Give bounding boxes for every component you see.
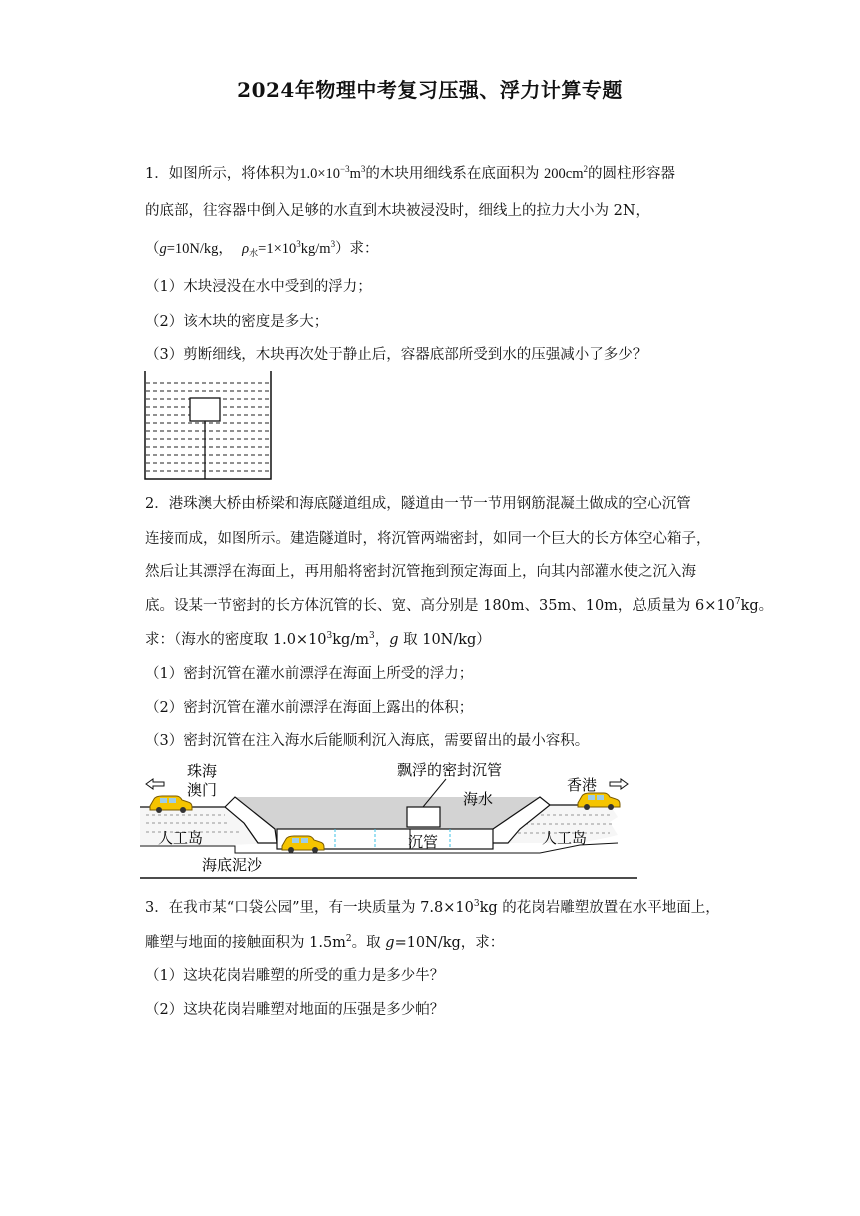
q2-line-2: 连接而成，如图所示。建造隧道时，将沉管两端密封，如同一个巨大的长方体空心箱子， — [145, 531, 711, 547]
q1-line-3: （g=10N/kg， $\rho_水=1\times 10^3kg/m^3$）求： — [145, 239, 379, 258]
q1-sub-1: （1）木块浸没在水中受到的浮力； — [145, 279, 372, 295]
car-right-icon — [578, 793, 620, 810]
q3-line-1: 3．在我市某“口袋公园”里，有一块质量为 $7.8\times 10^3kg$ 的花岗岩雕塑放置在水平地面上， — [145, 899, 720, 916]
label-floating-tube: 飘浮的密封沉管 — [397, 761, 503, 779]
q1-area: $200cm^2$ — [544, 164, 588, 182]
wood-block — [190, 398, 220, 421]
tunnel-figure — [140, 757, 640, 882]
q1-line-1: 1．如图所示，将体积为$1.0\times 10^{-3}m^3$的木块用细线系在底面积为 $200cm^2$的圆柱形容器 — [145, 164, 675, 182]
q1-text: 1．如图所示，将体积为 — [145, 166, 300, 182]
arrow-right-icon — [610, 779, 628, 789]
label-island-right: 人工岛 — [542, 829, 588, 847]
floating-tube — [407, 807, 440, 827]
q2-sub-2: （2）密封沉管在灌水前漂浮在海面上露出的体积； — [145, 700, 474, 716]
q3-sub-2: （2）这块花岗岩雕塑对地面的压强是多少帕？ — [145, 1002, 445, 1018]
q3-line-2: 雕塑与地面的接触面积为 $1.5m^2$。取 g=10N/kg，求： — [145, 934, 505, 951]
q2-line-4: 底。设某一节密封的长方体沉管的长、宽、高分别是 180m、35m、10m，总质量为 $6\times 10^7kg$。 — [145, 597, 774, 614]
q2-line-1: 2．港珠澳大桥由桥梁和海底隧道组成，隧道由一节一节用钢筋混凝土做成的空心沉管 — [145, 496, 691, 512]
q1-g-value: g=10N/kg， — [159, 241, 233, 257]
q1-sub-2: （2）该木块的密度是多大； — [145, 314, 329, 330]
label-tube: 沉管 — [408, 833, 439, 851]
label-macau: 澳门 — [187, 781, 218, 799]
q1-line-2: 的底部，往容器中倒入足够的水直到木块被浸没时，细线上的拉力大小为 2N， — [145, 203, 651, 219]
q1-rho-value: $\rho_水=1\times 10^3kg/m^3$ — [242, 239, 336, 258]
car-left-icon — [150, 796, 192, 813]
water-dashes — [146, 383, 270, 471]
q2-line-3: 然后让其漂浮在海面上，再用船将密封沉管拖到预定海面上，向其内部灌水使之沉入海 — [145, 564, 696, 580]
label-sea-water: 海水 — [463, 790, 494, 808]
q1-volume: $1.0\times 10^{-3}m^3$ — [299, 164, 366, 182]
q2-sub-1: （1）密封沉管在灌水前漂浮在海面上所受的浮力； — [145, 666, 474, 682]
label-zhuhai: 珠海 — [187, 762, 218, 780]
label-island-left: 人工岛 — [158, 829, 204, 847]
q3-sub-1: （1）这块花岗岩雕塑的所受的重力是多少牛？ — [145, 968, 445, 984]
q2-line-5: 求：（海水的密度取 $1.0\times 10^3kg/m^3$，g 取 10N/kg） — [145, 631, 491, 648]
arrow-left-icon — [146, 779, 164, 789]
page-title: 2024年物理中考复习压强、浮力计算专题 — [237, 78, 623, 102]
label-seabed: 海底泥沙 — [202, 856, 263, 874]
q1-sub-3: （3）剪断细线，木块再次处于静止后，容器底部所受到水的压强减小了多少？ — [145, 347, 648, 363]
q2-sub-3: （3）密封沉管在注入海水后能顺利沉入海底，需要留出的最小容积。 — [145, 733, 590, 749]
label-hongkong: 香港 — [567, 776, 598, 794]
container-figure — [144, 371, 274, 481]
